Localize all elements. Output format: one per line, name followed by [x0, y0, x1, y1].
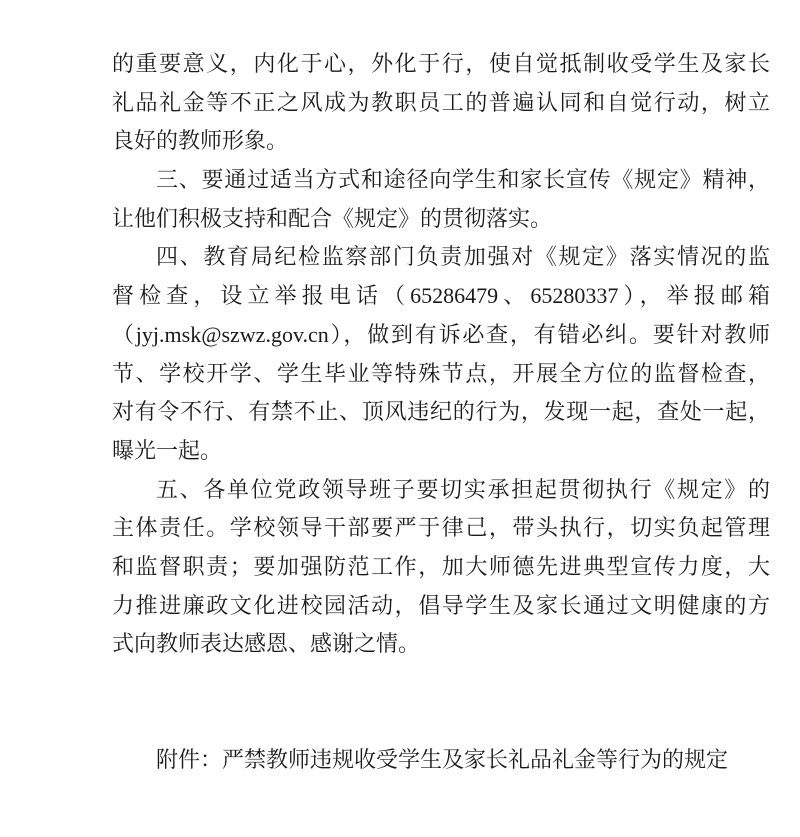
document-line: 力推进廉政文化进校园活动，倡导学生及家长通过文明健康的方: [112, 592, 770, 618]
document-line: 主体责任。学校领导干部要严于律己，带头执行，切实负起管理: [112, 515, 770, 541]
document-line: 节、学校开学、学生毕业等特殊节点，开展全方位的监督检查，: [112, 360, 770, 386]
document-line: 让他们积极支持和配合《规定》的贯彻落实。: [112, 205, 553, 231]
document-line: 对有令不行、有禁不止、顶风违纪的行为，发现一起，查处一起，: [112, 399, 770, 425]
document-line: 曝光一起。: [112, 437, 223, 463]
document-line: 五、各单位党政领导班子要切实承担起贯彻执行《规定》的: [156, 476, 770, 502]
document-line: 的重要意义，内化于心，外化于行，使自觉抵制收受学生及家长: [112, 51, 770, 76]
document-line: 四、教育局纪检监察部门负责加强对《规定》落实情况的监: [156, 244, 770, 270]
document-body: [112, 45, 770, 780]
document-line: 和监督职责；要加强防范工作，加大师德先进典型宣传力度，大: [112, 553, 770, 579]
document-line: [112, 664, 770, 703]
document-line: 礼品礼金等不正之风成为教职员工的普遍认同和自觉行动，树立: [112, 89, 770, 115]
document-line: （jyj.msk@szwz.gov.cn），做到有诉必查，有错必纠。要针对教师: [112, 321, 770, 347]
document-line: 良好的教师形象。: [112, 128, 289, 154]
document-line: 督检查，设立举报电话（65286479、65280337），举报邮箱: [112, 283, 770, 309]
document-line: 附件：严禁教师违规收受学生及家长礼品礼金等行为的规定: [156, 747, 729, 773]
document-line: [112, 703, 770, 742]
document-line: 三、要通过适当方式和途径向学生和家长宣传《规定》精神，: [156, 167, 770, 193]
document-line: 式向教师表达感恩、感谢之情。: [112, 631, 421, 657]
